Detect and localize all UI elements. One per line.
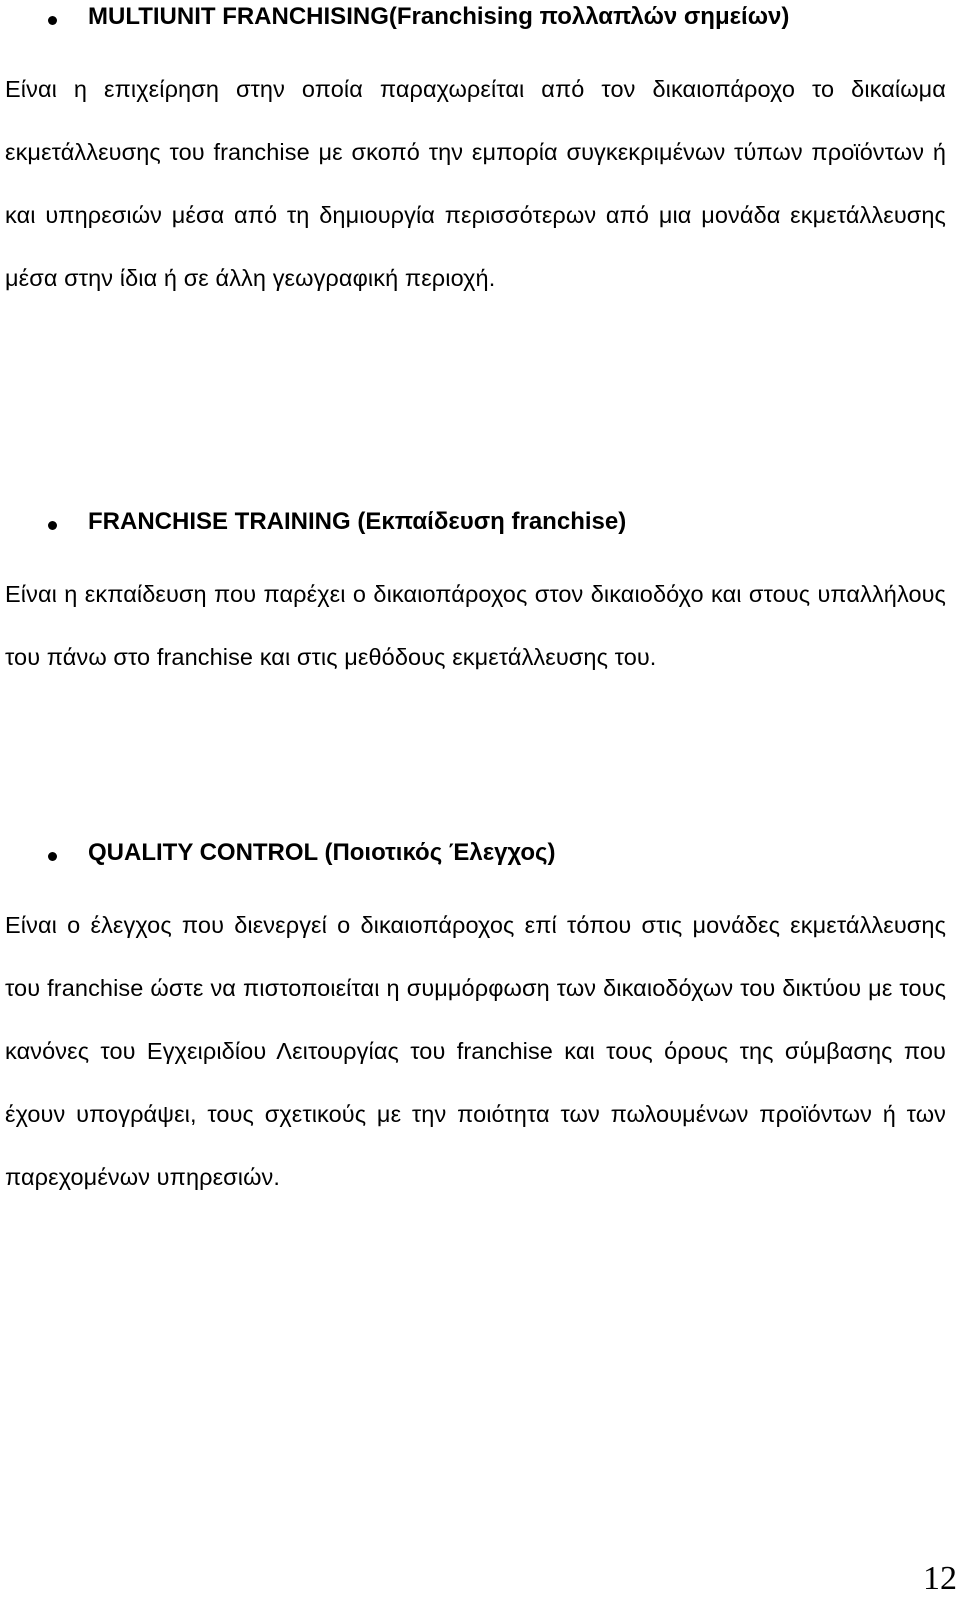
section-heading-row — [0, 505, 946, 545]
section-body: Είναι η επιχείρηση στην οποία παραχωρείται από τον δικαιοπάροχο το δικαίωμα εκμετάλλευσης του franchise με σκοπό την εμπορία συγκεκριμένων τύπων προϊόντων ή και υπηρεσιών μέσα από τη δημιουργία περισσότερων από μια μονάδα εκμετάλλευσης μέσα στην ίδια ή σε άλλη γεωγραφική περιοχή. — [5, 76, 946, 291]
section-heading-row — [0, 836, 946, 876]
section-franchise-training — [0, 505, 946, 689]
section-heading-row — [0, 0, 946, 40]
bullet-icon — [48, 521, 57, 530]
section-body: Είναι ο έλεγχος που διενεργεί ο δικαιοπάροχος επί τόπου στις μονάδες εκμετάλλευσης του franchise ώστε να πιστοποιείται η συμμόρφωση των δικαιοδόχων του δικτύου με τους κανόνες του Εγχειριδίου Λειτουργίας του franchise και τους όρους της σύμβασης που έχουν υπογράψει, τους σχετικούς με την ποιότητα των πωλουμένων προϊόντων ή των παρεχομένων υπηρεσιών. — [5, 912, 946, 1190]
section-multiunit-franchising — [0, 0, 946, 310]
section-heading: MULTIUNIT FRANCHISING(Franchising πολλαπλών σημείων) — [88, 3, 790, 30]
section-body: Είναι η εκπαίδευση που παρέχει ο δικαιοπάροχος στον δικαιοδόχο και στους υπαλλήλους του πάνω στο franchise και στις μεθόδους εκμετάλλευσης του. — [5, 581, 946, 670]
section-heading: FRANCHISE TRAINING (Εκπαίδευση franchise) — [88, 508, 627, 535]
bullet-icon — [48, 16, 57, 25]
section-heading: QUALITY CONTROL (Ποιοτικός Έλεγχος) — [88, 839, 556, 866]
bullet-icon — [48, 852, 57, 861]
section-quality-control — [0, 836, 946, 1209]
page-number: 12 — [923, 1560, 957, 1597]
